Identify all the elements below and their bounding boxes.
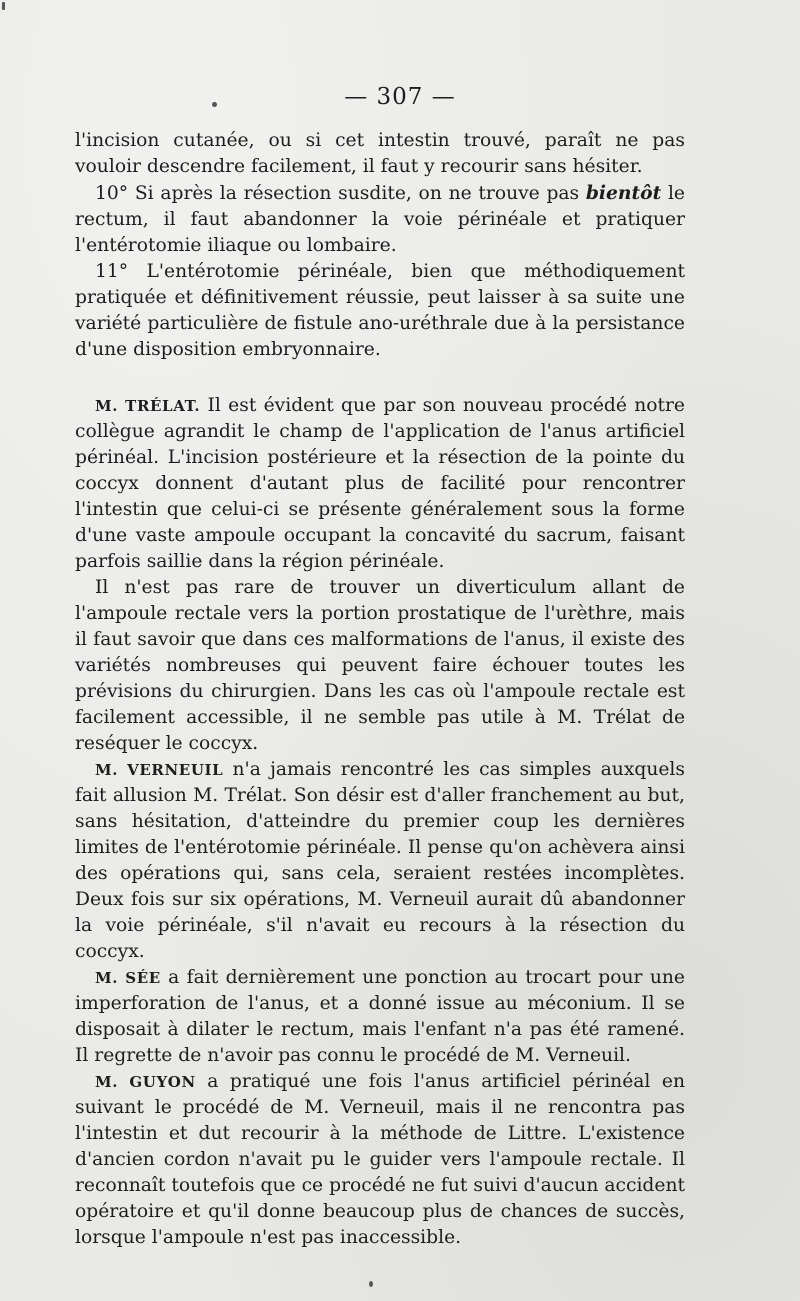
paragraph <box>75 180 685 259</box>
paragraph-text: a fait dernièrement une ponction au trocart pour une imperforation de l'anus, et a donné issue au méconium. Il se disposait à dilater le rectum, mais l'enfant n'a pas été ramené. Il regrette de n'avoir pas connu le procédé de M. Verneuil. <box>75 967 685 1066</box>
paragraph <box>75 965 685 1069</box>
ink-speck <box>369 1281 373 1287</box>
paragraph-text: le rectum, il faut abandonner la voie périnéale et pratiquer l'entérotomie iliaque ou lombaire. <box>75 183 685 256</box>
speaker-name: M. TRÉLAT. <box>95 397 201 415</box>
paragraph <box>75 1069 685 1251</box>
paragraph-text: Il est évident que par son nouveau procédé notre collègue agrandit le champ de l'application de l'anus artificiel périnéal. L'incision postérieure et la résection de la pointe du coccyx donnent d'autant plus de facilité pour rencontrer l'intestin que celui-ci se présente généralement sous la forme d'une vaste ampoule occupant la concavité du sacrum, faisant parfois saillie dans la région périnéale. <box>75 395 685 572</box>
paragraph: 11° L'entérotomie périnéale, bien que méthodiquement pratiquée et définitivement réussie, peut laisser à sa suite une variété particulière de fistule ano-uréthrale due à la persistance d'une disposition embryonnaire. <box>75 261 685 360</box>
speaker-name: M. GUYON <box>95 1073 196 1091</box>
paragraph <box>75 757 685 965</box>
ink-speck <box>2 2 5 10</box>
speaker-name: M. VERNEUIL <box>95 761 224 779</box>
paragraph: l'incision cutanée, ou si cet intestin trouvé, paraît ne pas vouloir descendre facilement, il faut y recourir sans hésiter. <box>75 130 685 177</box>
speaker-name: M. SÉE <box>95 969 161 987</box>
page-number: — 307 — <box>344 84 456 110</box>
paragraph-text: a pratiqué une fois l'anus artificiel périnéal en suivant le procédé de M. Verneuil, mais il ne rencontra pas l'intestin et dut recourir à la méthode de Littre. L'existence d'ancien cordon n'avait pu le guider vers l'ampoule rectale. Il reconnaît toutefois que ce procédé ne fut suivi d'aucun accident opératoire et qu'il donne beaucoup plus de chances de succès, lorsque l'ampoule n'est pas inaccessible. <box>75 1071 685 1248</box>
paragraph-text: n'a jamais rencontré les cas simples auxquels fait allusion M. Trélat. Son désir est d'aller franchement au but, sans hésitation, d'atteindre du premier coup les dernières limites de l'entérotomie périnéale. Il pense qu'on achèvera ainsi des opérations qui, sans cela, seraient restées incomplètes. Deux fois sur six opérations, M. Verneuil aurait dû abandonner la voie périnéale, s'il n'avait eu recours à la résection du coccyx. <box>75 759 685 962</box>
section-gap <box>75 363 685 393</box>
paragraph: Il n'est pas rare de trouver un diverticulum allant de l'ampoule rectale vers la portion prostatique de l'urèthre, mais il faut savoir que dans ces malformations de l'anus, il existe des variétés nombreuses qui peuvent faire échouer toutes les prévisions du chirurgien. Dans les cas où l'ampoule rectale est facilement accessible, il ne semble pas utile à M. Trélat de reséquer le coccyx. <box>75 577 685 754</box>
document-body <box>75 128 685 1251</box>
emphasis-text: bientôt <box>585 182 662 204</box>
paragraph <box>75 393 685 575</box>
paragraph-text: 10° Si après la résection susdite, on ne trouve pas <box>95 183 586 204</box>
